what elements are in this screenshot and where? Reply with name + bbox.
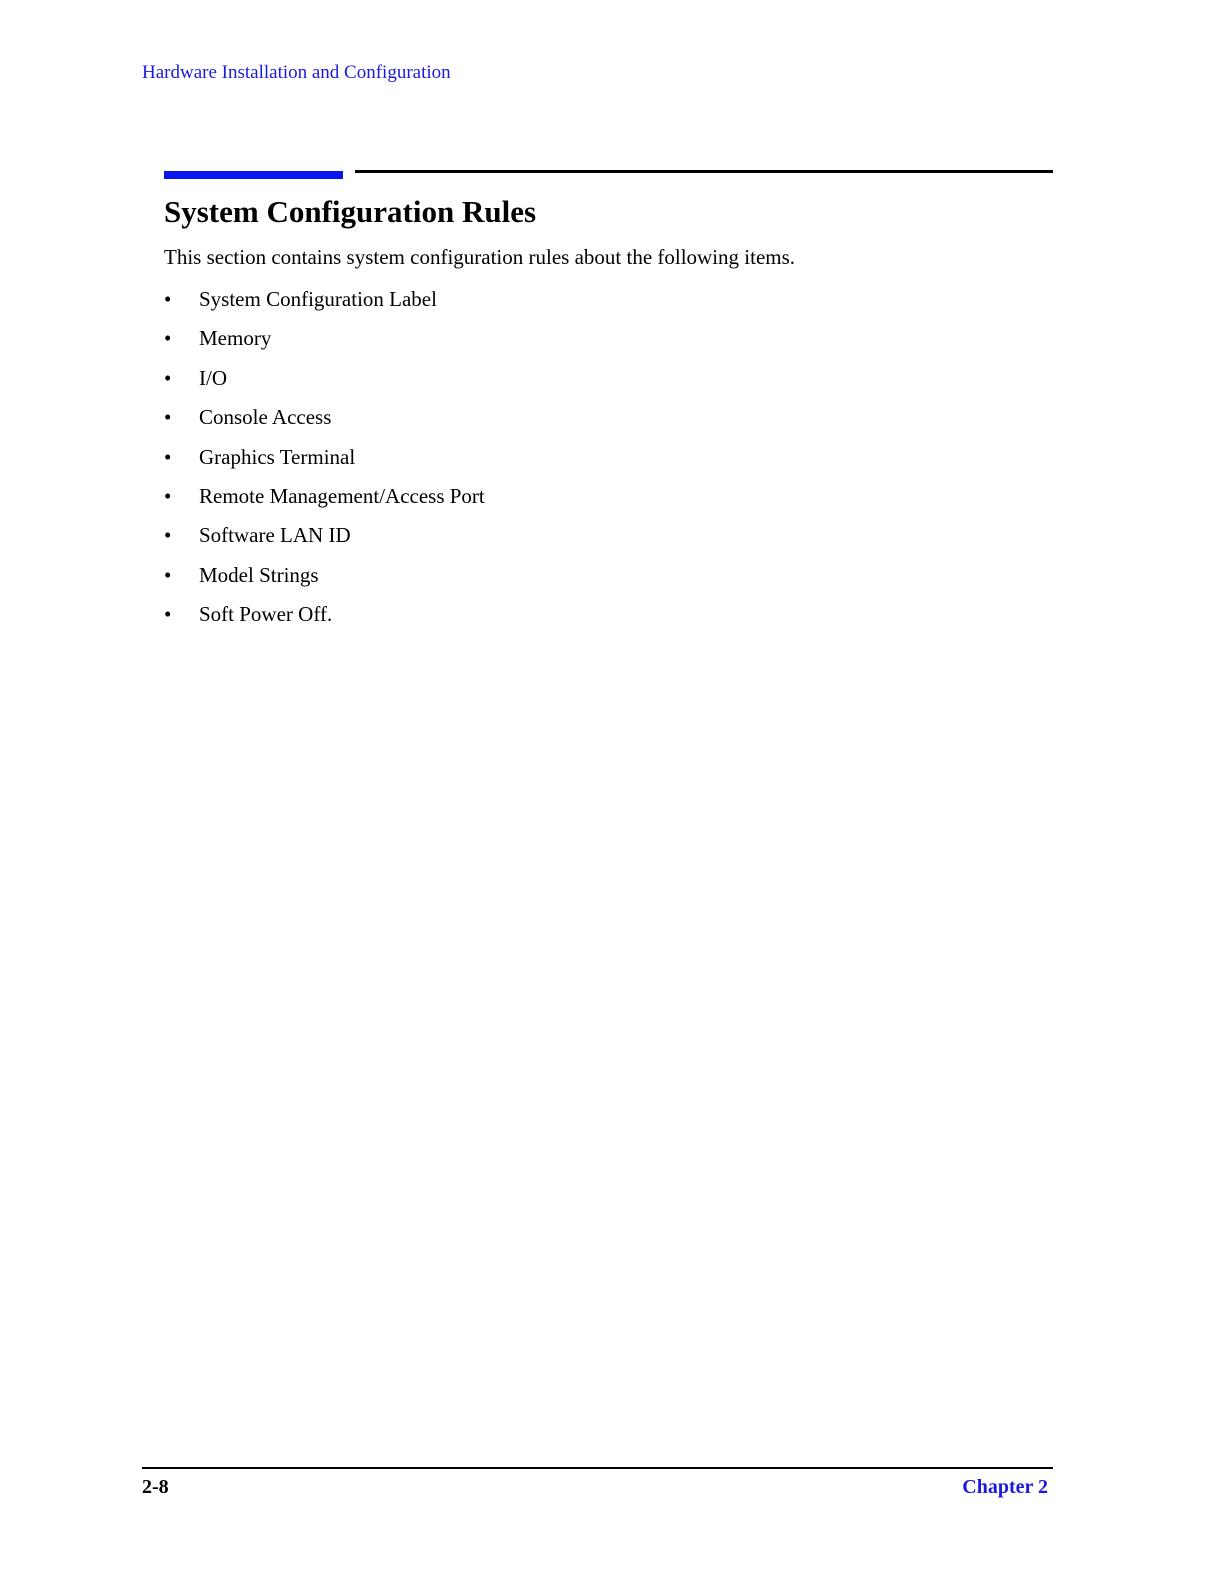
list-item-label: Remote Management/Access Port — [199, 483, 485, 508]
page-number: 2-8 — [142, 1476, 169, 1498]
bullet-icon: • — [164, 523, 172, 548]
section-title: System Configuration Rules — [164, 194, 537, 229]
list-item-label: Software LAN ID — [199, 523, 351, 548]
section-accent-bar — [164, 171, 343, 179]
bullet-icon: • — [164, 326, 172, 351]
section-divider — [355, 170, 1053, 173]
list-item-label: Soft Power Off. — [199, 602, 333, 627]
bullet-icon: • — [164, 365, 172, 390]
bullet-icon: • — [164, 287, 172, 311]
bullet-icon: • — [164, 405, 172, 430]
list-item-label: Model Strings — [199, 562, 319, 587]
bullet-icon: • — [164, 562, 172, 587]
bullet-icon: • — [164, 444, 172, 469]
list-item-label: Graphics Terminal — [199, 444, 356, 469]
chapter-label: Chapter 2 — [962, 1476, 1048, 1498]
list-item-label: Memory — [199, 326, 272, 351]
section-intro: This section contains system configuration rules about the following items. — [164, 245, 796, 269]
list-item-label: I/O — [199, 365, 227, 390]
bullet-icon: • — [164, 602, 172, 627]
bullet-icon: • — [164, 483, 172, 508]
footer-divider — [142, 1467, 1053, 1469]
list-item-label: Console Access — [199, 405, 332, 430]
list-item-label: System Configuration Label — [199, 287, 437, 311]
running-header: Hardware Installation and Configuration — [142, 62, 451, 83]
